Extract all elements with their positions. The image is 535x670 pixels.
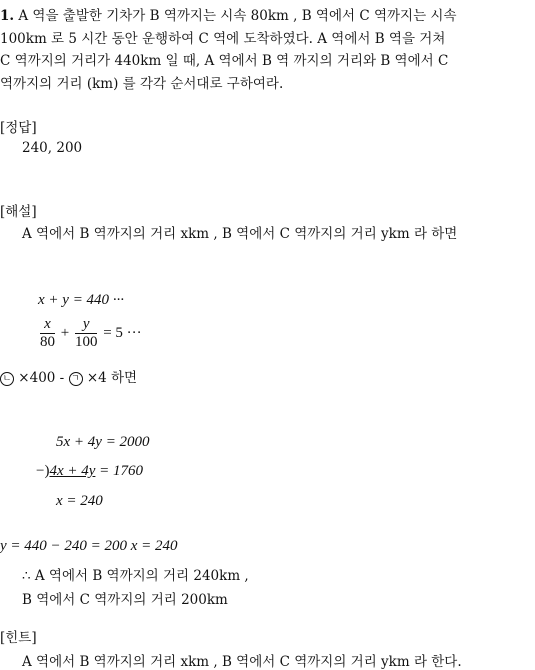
calc-line-2-rhs: = 1760	[95, 463, 144, 479]
answer-header: [정답]	[0, 120, 37, 136]
fraction-y-100	[75, 316, 98, 351]
equation-2	[38, 316, 142, 351]
equation-2-rhs: = 5 ···	[103, 324, 142, 341]
fraction-numerator: y	[75, 316, 98, 334]
explanation-header: [해설]	[0, 204, 37, 220]
circled-nieun-icon: ㄴ	[0, 372, 14, 386]
conclusion-1: ∴ A 역에서 B 역까지의 거리 240km ,	[22, 568, 249, 584]
fraction-numerator: x	[40, 316, 55, 334]
circled-giyeok-icon: ㄱ	[69, 372, 83, 386]
subtract-marker: −)	[36, 463, 50, 479]
answer-value: 240, 200	[22, 140, 83, 156]
problem-line-3: C 역까지의 거리가 440km 일 때, A 역에서 B 역 까지의 거리와 B 역에서 C	[0, 53, 449, 69]
calc-line-3: x = 240	[56, 493, 103, 509]
explanation-intro: A 역에서 B 역까지의 거리 xkm , B 역에서 C 역까지의 거리 ykm 라 하면	[22, 226, 458, 242]
problem-line-1	[0, 4, 457, 24]
equation-1: x + y = 440 ···	[38, 292, 125, 308]
problem-number: 1.	[0, 8, 15, 24]
hint-header: [힌트]	[0, 630, 37, 646]
step-multiplier: ×400 -	[18, 370, 65, 386]
problem-line-4: 역까지의 거리 (km) 를 각각 순서대로 구하여라.	[0, 76, 284, 92]
problem-line-2: 100km 로 5 시간 동안 운행하여 C 역에 도착하였다. A 역에서 B 역을 거쳐	[0, 31, 446, 47]
conclusion-2: B 역에서 C 역까지의 거리 200km	[22, 592, 228, 608]
calc-underlined: 4x + 4y	[49, 463, 96, 479]
elimination-step	[0, 366, 137, 386]
step-end: ×4 하면	[86, 370, 138, 386]
fraction-denominator: 100	[74, 334, 98, 350]
fraction-x-80	[40, 316, 55, 351]
plus-sign: +	[60, 324, 70, 341]
calc-line-1: 5x + 4y = 2000	[56, 434, 150, 450]
hint-text: A 역에서 B 역까지의 거리 xkm , B 역에서 C 역까지의 거리 ykm 라 한다.	[22, 654, 462, 670]
calc-line-2	[36, 463, 143, 480]
problem-text-1: A 역을 출발한 기차가 B 역까지는 시속 80km , B 역에서 C 역까지는 시속	[18, 8, 457, 24]
fraction-denominator: 80	[40, 334, 55, 350]
result-line: y = 440 − 240 = 200 x = 240	[0, 538, 178, 554]
